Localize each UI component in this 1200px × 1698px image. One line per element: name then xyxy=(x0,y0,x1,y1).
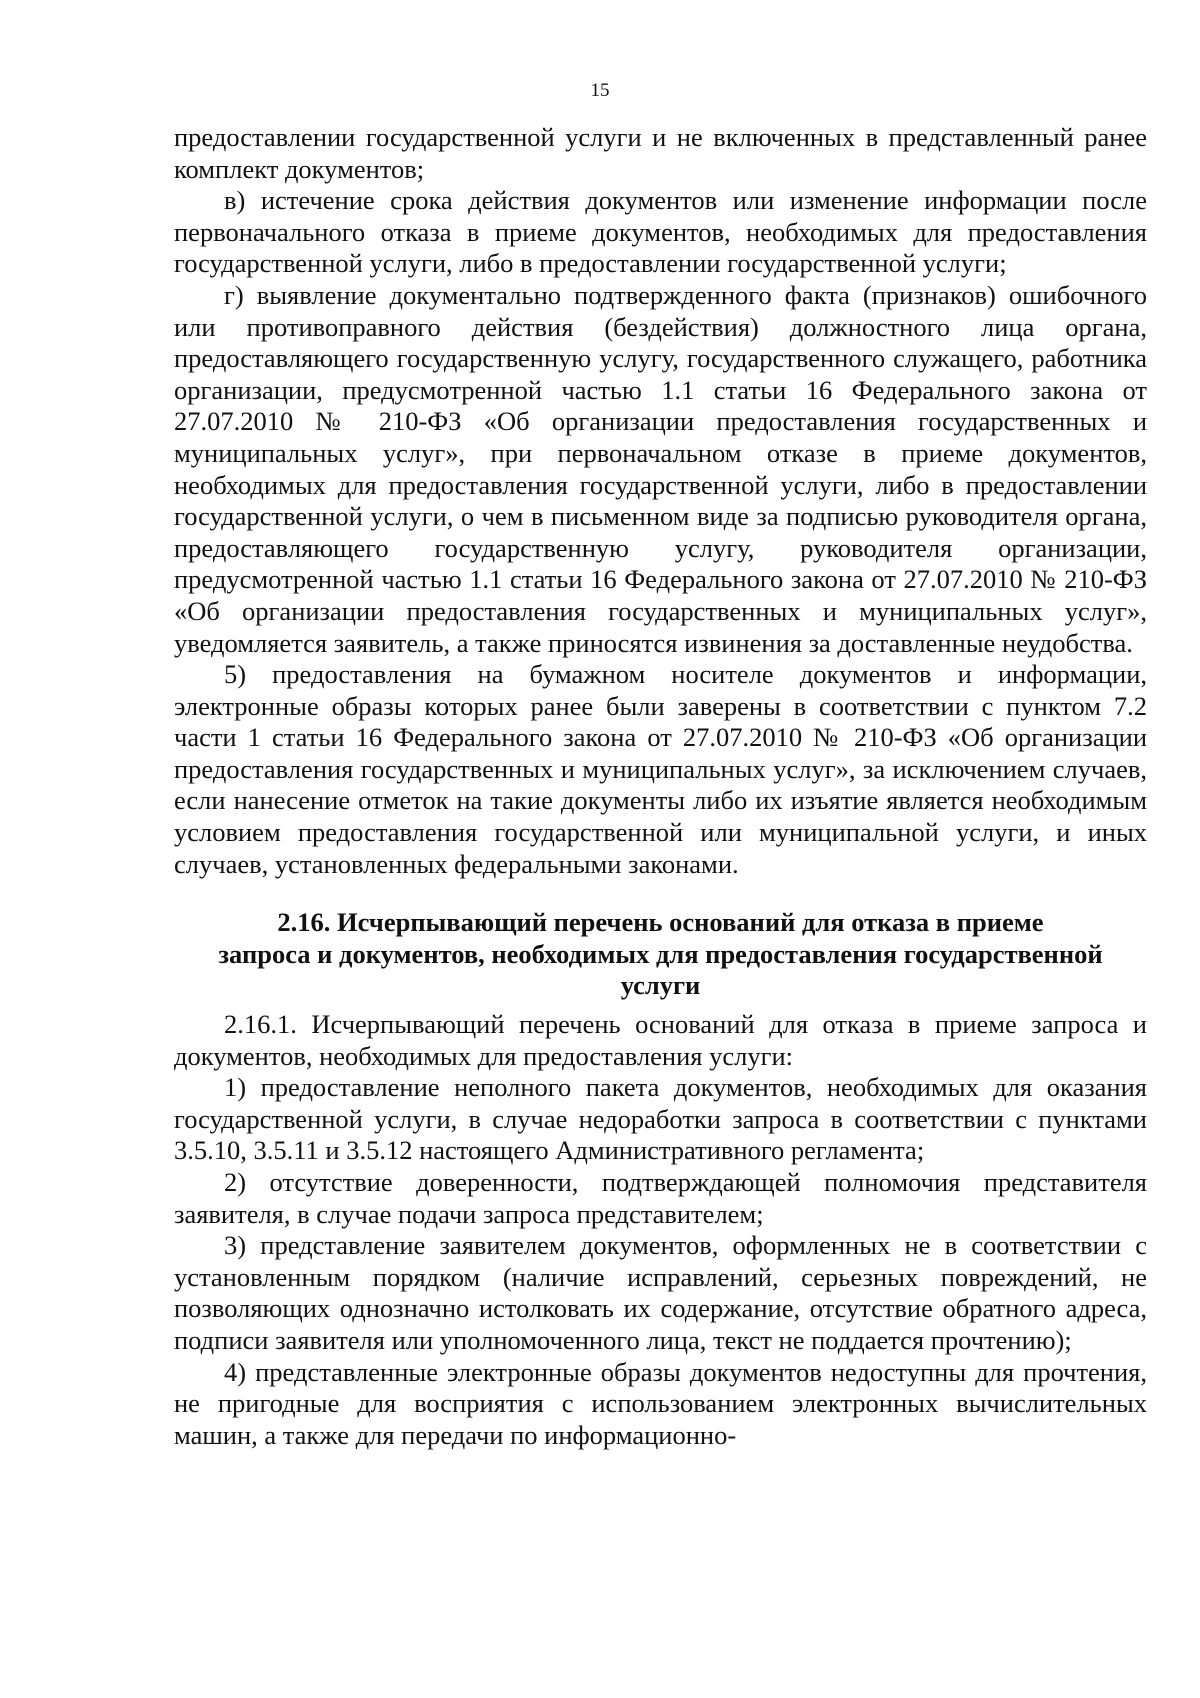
paragraph-item-5: 5) предоставления на бумажном носителе документов и информации, электронные образы которых ранее были заверены в соответствии с пунктом 7.2 части 1 статьи 16 Федерального закона от 27.07.2010 № 210-ФЗ «Об организации предоставления государственных и муниципальных услуг», за исключением случаев, если нанесение отметок на такие документы либо их изъятие является необходимым условием предоставления государственной или муниципальной услуги, и иных случаев, установленных федеральными законами. xyxy=(174,659,1147,879)
page-number: 15 xyxy=(590,80,610,101)
paragraph-continuation: предоставлении государственной услуги и не включенных в представленный ранее комплект документов; xyxy=(174,122,1147,184)
paragraph-ground-2: 2) отсутствие доверенности, подтверждающей полномочия представителя заявителя, в случае подачи запроса представителем; xyxy=(174,1167,1147,1229)
section-heading-line-3: услуги xyxy=(620,970,701,1001)
paragraph-item-v: в) истечение срока действия документов или изменение информации после первоначального отказа в приеме документов, необходимых для предоставления государственной услуги, либо в предоставлении государственной услуги; xyxy=(174,185,1147,279)
document-body xyxy=(174,122,1147,1451)
section-heading-line-2: запроса и документов, необходимых для предоставления государственной xyxy=(218,938,1103,969)
paragraph-item-g: г) выявление документально подтвержденного факта (признаков) ошибочного или противоправного действия (бездействия) должностного лица органа, предоставляющего государственную услугу, государственного служащего, работника организации, предусмотренной частью 1.1 статьи 16 Федерального закона от 27.07.2010 № 210-ФЗ «Об организации предоставления государственных и муниципальных услуг», при первоначальном отказе в приеме документов, необходимых для предоставления государственной услуги, либо в предоставлении государственной услуги, о чем в письменном виде за подписью руководителя органа, предоставляющего государственную услугу, руководителя организации, предусмотренной частью 1.1 статьи 16 Федерального закона от 27.07.2010 № 210-ФЗ «Об организации предоставления государственных и муниципальных услуг», уведомляется заявитель, а также приносятся извинения за доставленные неудобства. xyxy=(174,279,1147,658)
paragraph-ground-3: 3) представление заявителем документов, оформленных не в соответствии с установленным порядком (наличие исправлений, серьезных повреждений, не позволяющих однозначно истолковать их содержание, отсутствие обратного адреса, подписи заявителя или уполномоченного лица, текст не поддается прочтению); xyxy=(174,1230,1147,1355)
paragraph-ground-4: 4) представленные электронные образы документов недоступны для прочтения, не пригодные для восприятия с использованием электронных вычислительных машин, а также для передачи по информационно- xyxy=(174,1356,1147,1450)
paragraph-ground-1: 1) предоставление неполного пакета документов, необходимых для оказания государственной услуги, в случае недоработки запроса в соответствии с пунктами 3.5.10, 3.5.11 и 3.5.12 настоящего Административного регламента; xyxy=(174,1072,1147,1166)
section-heading-line-1: 2.16. Исчерпывающий перечень оснований для отказа в приеме xyxy=(277,907,1044,938)
section-heading-2-16 xyxy=(174,907,1147,1002)
paragraph-2-16-1: 2.16.1. Исчерпывающий перечень оснований для отказа в приеме запроса и документов, необходимых для предоставления услуги: xyxy=(174,1009,1147,1071)
